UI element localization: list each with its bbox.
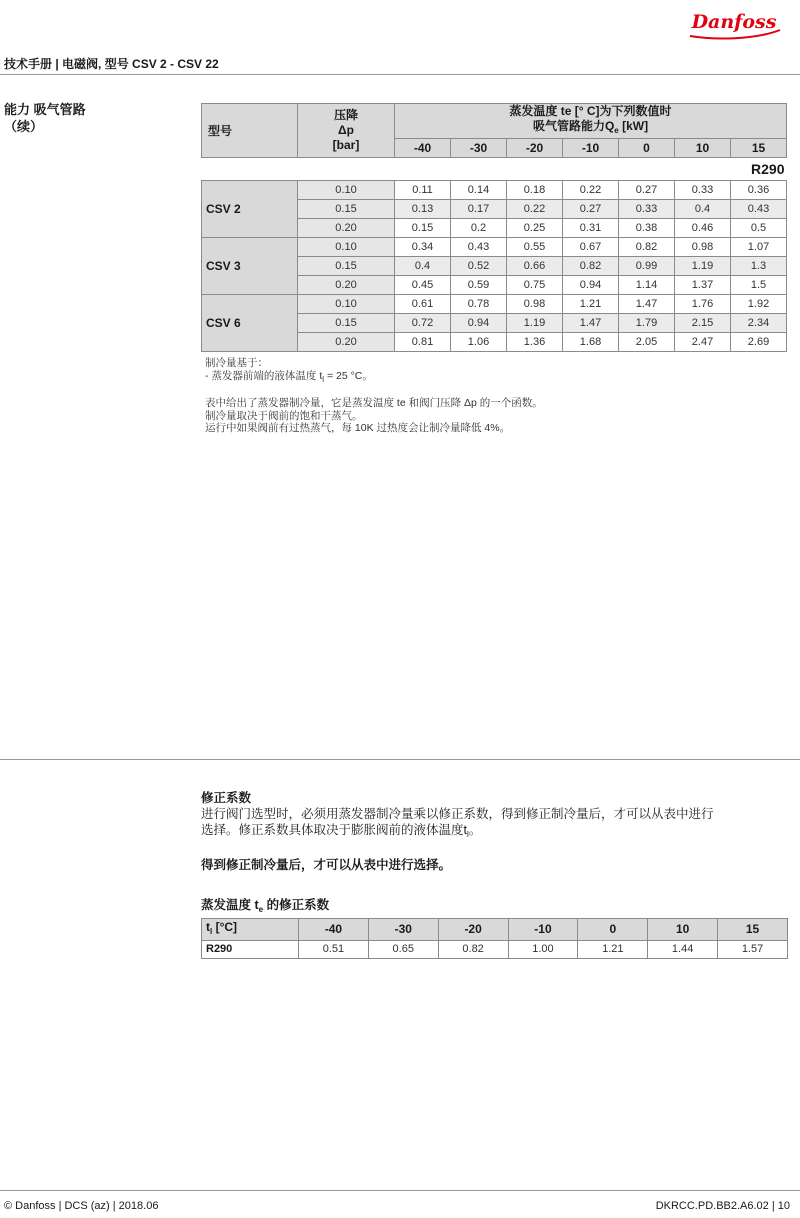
capacity-notes <box>205 357 543 435</box>
section-title-line1: 能力 吸气管路 <box>4 102 86 117</box>
capacity-value-cell: 0.17 <box>451 200 507 219</box>
header-divider <box>0 74 800 75</box>
logo-text: Danfoss <box>691 11 777 33</box>
model-cell: CSV 6 <box>202 295 298 352</box>
pressure-drop-cell: 0.20 <box>298 219 395 238</box>
capacity-value-cell: 0.98 <box>507 295 563 314</box>
correction-section <box>201 790 787 918</box>
capacity-value-cell: 0.4 <box>395 257 451 276</box>
capacity-value-cell: 0.11 <box>395 181 451 200</box>
notes-para3: 运行中如果阀前有过热蒸气，每 10K 过热度会让制冷量降低 4%。 <box>205 422 511 434</box>
capacity-value-cell: 0.82 <box>563 257 619 276</box>
capacity-value-cell: 0.66 <box>507 257 563 276</box>
temp-header-cell: 15 <box>731 139 787 158</box>
capacity-value-cell: 0.34 <box>395 238 451 257</box>
capacity-value-cell: 0.94 <box>451 314 507 333</box>
capacity-value-cell: 0.55 <box>507 238 563 257</box>
table-row <box>202 295 787 314</box>
capacity-value-cell: 1.06 <box>451 333 507 352</box>
refrigerant-label: R290 <box>202 158 787 181</box>
capacity-value-cell: 0.2 <box>451 219 507 238</box>
capacity-value-cell: 1.21 <box>563 295 619 314</box>
correction-body-line2: 选择。修正系数具体取决于膨胀阀前的液体温度$t_l$。 <box>201 823 482 839</box>
capacity-value-cell: 0.43 <box>451 238 507 257</box>
section-title <box>4 101 86 135</box>
correction-table-title: 蒸发温度 $t_e$ 的修正系数 <box>201 898 330 914</box>
capacity-value-cell: 0.5 <box>731 219 787 238</box>
correction-temp-header: -20 <box>438 919 508 941</box>
correction-value-cell: 0.65 <box>368 941 438 959</box>
section-divider <box>0 759 800 760</box>
capacity-value-cell: 1.07 <box>731 238 787 257</box>
capacity-value-cell: 0.14 <box>451 181 507 200</box>
capacity-value-cell: 0.15 <box>395 219 451 238</box>
capacity-value-cell: 0.22 <box>563 181 619 200</box>
temp-header-cell: -40 <box>395 139 451 158</box>
capacity-value-cell: 1.19 <box>507 314 563 333</box>
capacity-value-cell: 1.47 <box>619 295 675 314</box>
capacity-value-cell: 0.22 <box>507 200 563 219</box>
danfoss-logo <box>684 6 784 42</box>
notes-basis-line: - 蒸发器前端的液体温度 $t_l = 25$ °C。 <box>205 369 373 384</box>
capacity-value-cell: 1.5 <box>731 276 787 295</box>
capacity-value-cell: 1.76 <box>675 295 731 314</box>
capacity-value-cell: 0.61 <box>395 295 451 314</box>
model-cell: CSV 3 <box>202 238 298 295</box>
capacity-value-cell: 1.68 <box>563 333 619 352</box>
capacity-value-cell: 0.13 <box>395 200 451 219</box>
header-dp-line3: [bar] <box>332 138 360 152</box>
table-row <box>202 238 787 257</box>
capacity-table <box>201 103 787 352</box>
capacity-value-cell: 2.05 <box>619 333 675 352</box>
correction-temp-header: -30 <box>368 919 438 941</box>
model-cell: CSV 2 <box>202 181 298 238</box>
correction-value-cell: 1.57 <box>718 941 788 959</box>
correction-heading: 修正系数 <box>201 791 252 805</box>
temp-header-cell: -10 <box>563 139 619 158</box>
capacity-value-cell: 0.99 <box>619 257 675 276</box>
temp-header-cell: 10 <box>675 139 731 158</box>
header-dp-line2: Δp <box>338 123 354 137</box>
capacity-value-cell: 0.72 <box>395 314 451 333</box>
temp-header-cell: -20 <box>507 139 563 158</box>
capacity-value-cell: 0.98 <box>675 238 731 257</box>
footer-divider <box>0 1190 800 1191</box>
capacity-value-cell: 0.27 <box>563 200 619 219</box>
header-model: 型号 <box>202 104 298 158</box>
refrigerant-row <box>202 158 787 181</box>
capacity-value-cell: 0.75 <box>507 276 563 295</box>
pressure-drop-cell: 0.10 <box>298 181 395 200</box>
capacity-value-cell: 1.79 <box>619 314 675 333</box>
capacity-value-cell: 1.92 <box>731 295 787 314</box>
correction-value-cell: 1.00 <box>508 941 578 959</box>
pressure-drop-cell: 0.15 <box>298 257 395 276</box>
table-row <box>202 181 787 200</box>
capacity-value-cell: 1.14 <box>619 276 675 295</box>
correction-temp-header: 10 <box>648 919 718 941</box>
capacity-value-cell: 0.52 <box>451 257 507 276</box>
pressure-drop-cell: 0.10 <box>298 238 395 257</box>
capacity-value-cell: 0.27 <box>619 181 675 200</box>
capacity-value-cell: 2.34 <box>731 314 787 333</box>
correction-temp-header: -10 <box>508 919 578 941</box>
correction-value-cell: 0.82 <box>438 941 508 959</box>
capacity-value-cell: 0.81 <box>395 333 451 352</box>
header-te-line1: 蒸发温度 te [° C]为下列数值时 <box>509 104 672 118</box>
footer-left: © Danfoss | DCS (az) | 2018.06 <box>4 1200 159 1212</box>
notes-para1: 表中给出了蒸发器制冷量，它是蒸发温度 te 和阀门压降 Δp 的一个函数。 <box>205 397 543 409</box>
capacity-value-cell: 0.43 <box>731 200 787 219</box>
correction-table <box>201 918 788 959</box>
correction-value-cell: 1.21 <box>578 941 648 959</box>
capacity-value-cell: 0.18 <box>507 181 563 200</box>
correction-temp-header: -40 <box>299 919 369 941</box>
capacity-value-cell: 0.46 <box>675 219 731 238</box>
correction-row-label: R290 <box>202 941 299 959</box>
header-evaporating-temp <box>395 104 787 139</box>
capacity-value-cell: 0.38 <box>619 219 675 238</box>
capacity-value-cell: 0.33 <box>619 200 675 219</box>
document-title: 技术手册 | 电磁阀, 型号 CSV 2 - CSV 22 <box>4 57 219 71</box>
capacity-value-cell: 0.45 <box>395 276 451 295</box>
section-title-line2: （续） <box>4 119 44 134</box>
header-pressure-drop <box>298 104 395 158</box>
capacity-value-cell: 0.67 <box>563 238 619 257</box>
correction-header-row <box>202 919 788 941</box>
pressure-drop-cell: 0.15 <box>298 314 395 333</box>
pressure-drop-cell: 0.20 <box>298 276 395 295</box>
correction-value-cell: 1.44 <box>648 941 718 959</box>
capacity-value-cell: 0.25 <box>507 219 563 238</box>
correction-bold-line: 得到修正制冷量后，才可以从表中进行选择。 <box>201 858 452 872</box>
capacity-value-cell: 0.82 <box>619 238 675 257</box>
pressure-drop-cell: 0.10 <box>298 295 395 314</box>
capacity-value-cell: 1.19 <box>675 257 731 276</box>
capacity-value-cell: 2.47 <box>675 333 731 352</box>
capacity-value-cell: 0.78 <box>451 295 507 314</box>
capacity-value-cell: 1.47 <box>563 314 619 333</box>
correction-row-r290 <box>202 941 788 959</box>
capacity-value-cell: 0.4 <box>675 200 731 219</box>
correction-temp-header: 0 <box>578 919 648 941</box>
capacity-value-cell: 0.36 <box>731 181 787 200</box>
capacity-value-cell: 0.59 <box>451 276 507 295</box>
capacity-value-cell: 0.31 <box>563 219 619 238</box>
capacity-value-cell: 2.69 <box>731 333 787 352</box>
temp-header-cell: -30 <box>451 139 507 158</box>
correction-temp-header: 15 <box>718 919 788 941</box>
correction-value-cell: 0.51 <box>299 941 369 959</box>
header-dp-line1: 压降 <box>333 108 358 122</box>
correction-body-line1: 进行阀门选型时，必须用蒸发器制冷量乘以修正系数，得到修正制冷量后，才可以从表中进行 <box>201 807 714 821</box>
pressure-drop-cell: 0.20 <box>298 333 395 352</box>
capacity-value-cell: 2.15 <box>675 314 731 333</box>
capacity-value-cell: 1.37 <box>675 276 731 295</box>
footer-right: DKRCC.PD.BB2.A6.02 | 10 <box>655 1200 790 1212</box>
correction-header-liquid-temp: $t_l$ [°C] <box>202 919 299 941</box>
pressure-drop-cell: 0.15 <box>298 200 395 219</box>
capacity-value-cell: 1.36 <box>507 333 563 352</box>
notes-para2: 制冷量取决于阀前的饱和干蒸气。 <box>205 409 363 422</box>
capacity-value-cell: 1.3 <box>731 257 787 276</box>
capacity-value-cell: 0.94 <box>563 276 619 295</box>
temp-header-cell: 0 <box>619 139 675 158</box>
header-te-line2: 吸气管路能力$Q_e$ [kW] <box>532 119 649 135</box>
notes-basis-heading: 制冷量基于： <box>205 357 268 369</box>
capacity-value-cell: 0.33 <box>675 181 731 200</box>
